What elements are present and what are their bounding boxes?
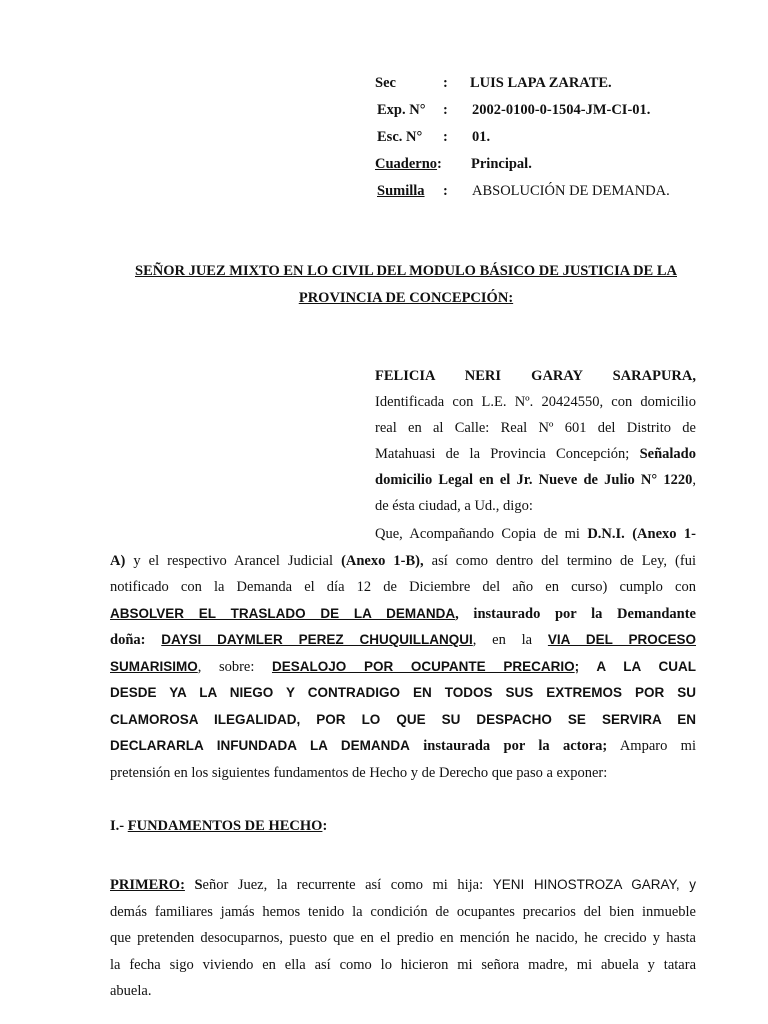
body-line-7: DESDE YA LA NIEGO Y CONTRADIGO EN TODOS SUS EXTREMOS POR SU	[110, 685, 696, 700]
primero-line-3: que pretenden desocuparnos, puesto que en el predio en mención he nacido, he crecido y hasta	[110, 930, 696, 946]
body-line-3: notificado con la Demanda el día 12 de Diciembre del año en curso) cumplo con	[110, 579, 696, 595]
primero-line-1	[110, 872, 696, 899]
title-colon: :	[508, 290, 514, 306]
desalojo-title: DESALOJO POR OCUPANTE PRECARIO	[271, 658, 575, 674]
legal-address-comma: ,	[692, 472, 696, 488]
petitioner-name: FELICIA NERI GARAY SARAPURA,	[375, 368, 696, 384]
section-number: I.-	[110, 818, 128, 834]
exp-label: Exp. N°	[377, 102, 426, 118]
petitioner-district-line	[375, 441, 696, 467]
sumilla-colon: :	[443, 183, 448, 199]
via-proceso: VIA DEL PROCESO	[547, 632, 696, 647]
section-heading	[110, 818, 327, 835]
legal-address-text: domicilio Legal en el Jr. Nueve de Julio N° 1220	[375, 472, 693, 488]
dona-label: doña:	[110, 632, 162, 648]
daughter-name: YENI HINOSTROZA GARAY, y	[492, 877, 696, 892]
drop-letter: S	[184, 877, 203, 893]
cuaderno-label: Cuaderno	[375, 156, 438, 172]
sumarisimo: SUMARISIMO	[110, 658, 198, 674]
body-line-10: pretensión en los siguientes fundamentos de Hecho y de Derecho que paso a exponer:	[110, 764, 608, 781]
esc-colon: :	[443, 129, 448, 145]
esc-value: 01.	[472, 129, 491, 145]
section-colon: :	[322, 818, 328, 834]
district-text: Matahuasi de la Provincia Concepción;	[375, 446, 640, 462]
primero-line-4: la fecha sigo viviendo en ella así como lo hicieron mi señora madre, mi abuela y tatara	[110, 956, 696, 973]
body-text: Amparo mi	[607, 738, 696, 754]
body-text: , en la	[472, 632, 548, 648]
legal-domicile-label: Señalado	[639, 446, 696, 462]
esc-label: Esc. N°	[377, 129, 423, 145]
petitioner-block	[375, 363, 696, 519]
sumilla-value: ABSOLUCIÓN DE DEMANDA.	[472, 183, 670, 199]
exp-colon: :	[443, 102, 448, 118]
body-text: y el respectivo Arancel Judicial	[125, 552, 342, 569]
body-text: eñor Juez, la recurrente así como mi hija:	[202, 877, 493, 893]
petitioner-address-line: real en al Calle: Real Nº 601 del Distrito de	[375, 420, 696, 436]
declararla-text: DECLARARLA INFUNDADA LA DEMANDA	[110, 738, 410, 753]
title-line-1: SEÑOR JUEZ MIXTO EN LO CIVIL DEL MODULO BÁSICO DE JUSTICIA DE LA	[135, 263, 677, 279]
body-line-4	[110, 601, 696, 628]
cuaderno-colon: :	[437, 156, 442, 172]
petitioner-legal-address-line	[375, 467, 696, 493]
body-text: Que, Acompañando Copia de mi	[375, 526, 588, 542]
body-line-6	[110, 654, 696, 681]
primero-line-2: demás familiares jamás hemos tenido la condición de ocupantes precarios del bien inmueble	[110, 903, 696, 920]
body-bold-text: instaurada por la actora;	[409, 738, 608, 754]
sumilla-label: Sumilla	[377, 183, 425, 199]
primero-paragraph	[110, 872, 696, 1005]
exp-value: 2002-0100-0-1504-JM-CI-01.	[472, 102, 651, 118]
addressee-title	[108, 258, 704, 312]
body-line-5	[110, 627, 696, 654]
dni-annex: D.N.I. (Anexo 1-	[587, 526, 697, 542]
body-text: , instaurado por la Demandante	[455, 605, 696, 622]
body-line-9	[110, 733, 696, 760]
sec-value: LUIS LAPA ZARATE.	[470, 75, 612, 91]
body-text: , sobre:	[197, 658, 272, 675]
body-line-2	[110, 548, 696, 575]
title-line-2	[108, 285, 704, 312]
absolver-heading: ABSOLVER EL TRASLADO DE LA DEMANDA	[110, 605, 456, 621]
cuaderno-value: Principal.	[471, 156, 532, 172]
body-bold-text: ; A LA CUAL	[574, 658, 697, 674]
plaintiff-name: DAYSI DAYMLER PEREZ CHUQUILLANQUI	[161, 632, 473, 647]
body-line-8: CLAMOROSA ILEGALIDAD, POR LO QUE SU DESPACHO SE SERVIRA EN	[110, 711, 696, 727]
primero-line-5: abuela.	[110, 983, 152, 999]
body-text: así como dentro del termino de Ley, (fui	[423, 552, 696, 569]
title-province: PROVINCIA DE CONCEPCIÓN	[298, 290, 509, 306]
annex-b: (Anexo 1-B),	[341, 552, 424, 569]
petitioner-closing-line: de ésta ciudad, a Ud., digo:	[375, 498, 533, 514]
body-line-1	[110, 521, 696, 548]
petitioner-id-line: Identificada con L.E. Nº. 20424550, con domicilio	[375, 394, 696, 410]
primero-label: PRIMERO:	[110, 877, 185, 893]
annex-a: A)	[110, 552, 126, 569]
section-title: FUNDAMENTOS DE HECHO	[127, 818, 323, 834]
sec-label: Sec	[375, 75, 396, 91]
main-paragraph	[110, 521, 696, 786]
sec-colon: :	[443, 75, 448, 91]
